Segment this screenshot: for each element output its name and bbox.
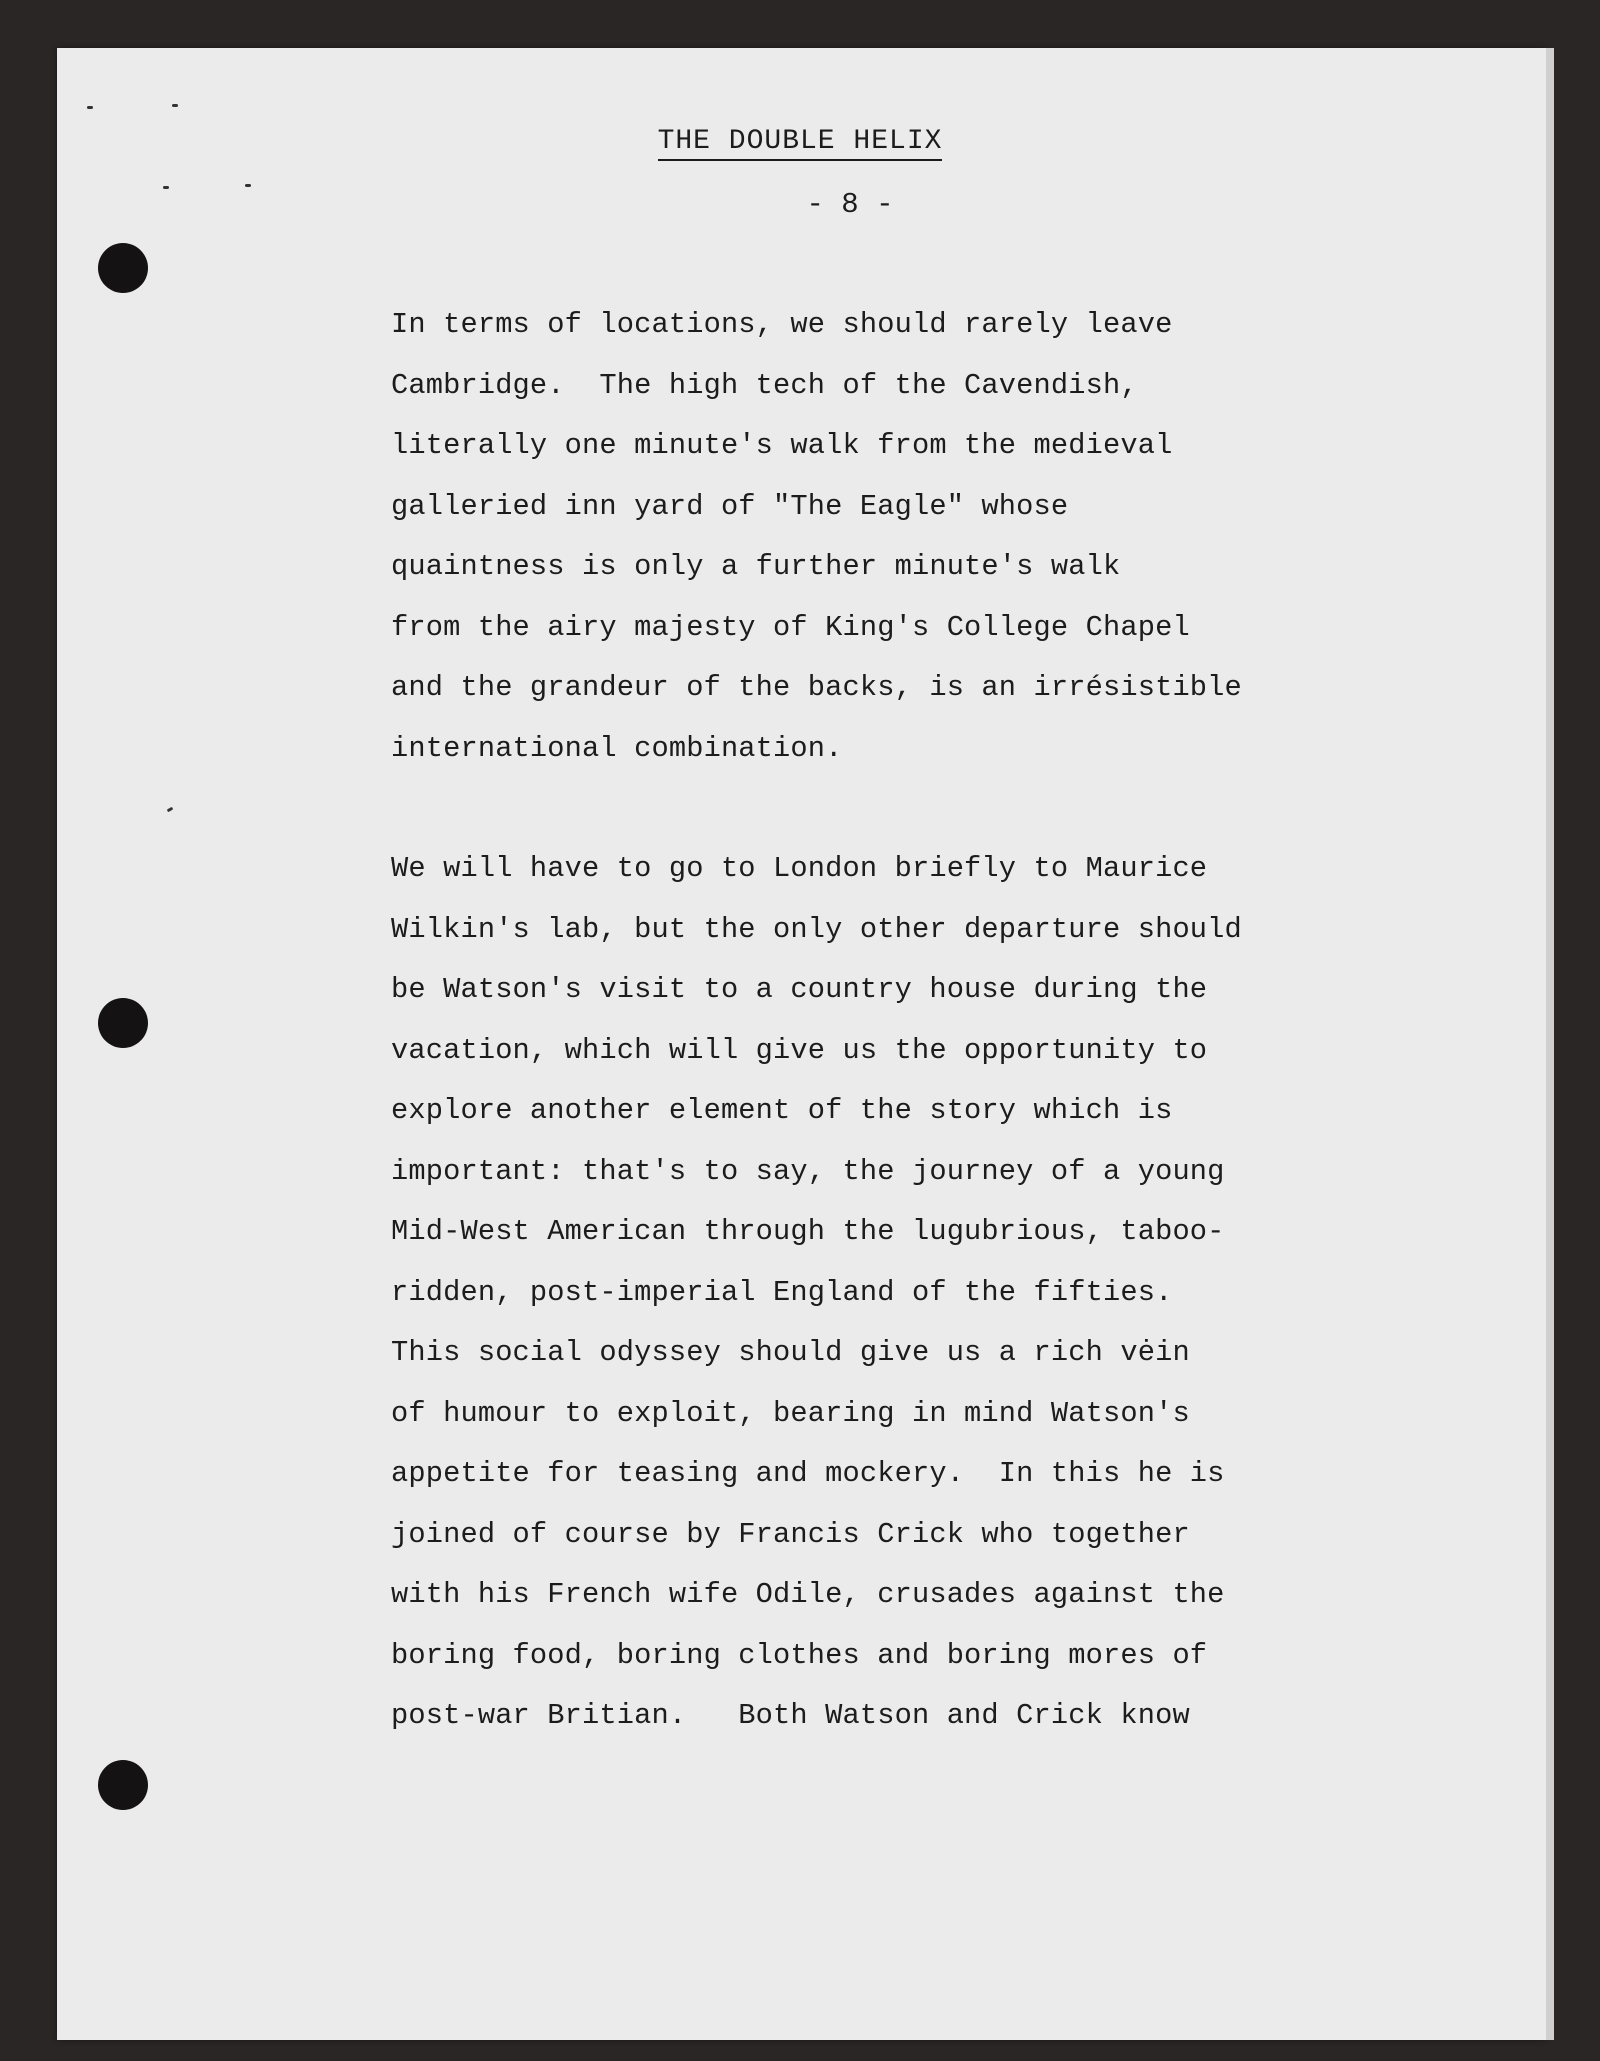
paragraph-1 [391, 295, 1331, 779]
text-line: Mid-West American through the lugubrious, taboo- [391, 1215, 1225, 1248]
text-line: joined of course by Francis Crick who together [391, 1517, 1190, 1551]
text-line: with his French wife Odile, crusades against the [391, 1578, 1225, 1611]
punch-hole-top [98, 243, 148, 293]
paper-edge [1546, 48, 1554, 2040]
document-title-text: THE DOUBLE HELIX [658, 126, 943, 161]
paragraph-2 [391, 839, 1331, 1747]
text-line: post-war Britian. Both Watson and Crick know [391, 1699, 1190, 1732]
punch-hole-bottom [98, 1760, 148, 1810]
text-line: vacation, which will give us the opportunity to [391, 1033, 1208, 1067]
text-line: literally one minute's walk from the medieval [391, 429, 1173, 462]
document-title [0, 124, 1600, 157]
speck-mark [245, 184, 251, 187]
speck-mark [167, 807, 174, 813]
speck-mark [172, 104, 178, 107]
text-line: be Watson's visit to a country house during the [391, 973, 1208, 1006]
text-line: explore another element of the story which is [391, 1094, 1173, 1127]
text-line: We will have to go to London briefly to Maurice [391, 852, 1208, 885]
text-line: boring food, boring clothes and boring mores of [391, 1638, 1208, 1672]
text-line: important: that's to say, the journey of a young [391, 1154, 1225, 1188]
page-number: - 8 - [806, 188, 894, 221]
text-line: and the grandeur of the backs, is an irrésistible [391, 671, 1242, 704]
text-line: appetite for teasing and mockery. In this he is [391, 1457, 1225, 1490]
text-line: Wilkin's lab, but the only other departure should [391, 912, 1242, 946]
text-line: galleried inn yard of "The Eagle" whose [391, 489, 1069, 523]
text-line: In terms of locations, we should rarely leave [391, 308, 1173, 341]
speck-mark [87, 106, 93, 109]
text-line: from the airy majesty of King's College Chapel [391, 610, 1190, 644]
punch-hole-middle [98, 998, 148, 1048]
text-line: This social odyssey should give us a rich vėin [391, 1336, 1190, 1369]
text-line: of humour to exploit, bearing in mind Watson's [391, 1396, 1190, 1430]
text-line: ridden, post-imperial England of the fifties. [391, 1275, 1173, 1309]
text-line: international combination. [391, 731, 843, 765]
text-line: quaintness is only a further minute's walk [391, 550, 1121, 583]
text-line: Cambridge. The high tech of the Cavendish, [391, 368, 1138, 402]
